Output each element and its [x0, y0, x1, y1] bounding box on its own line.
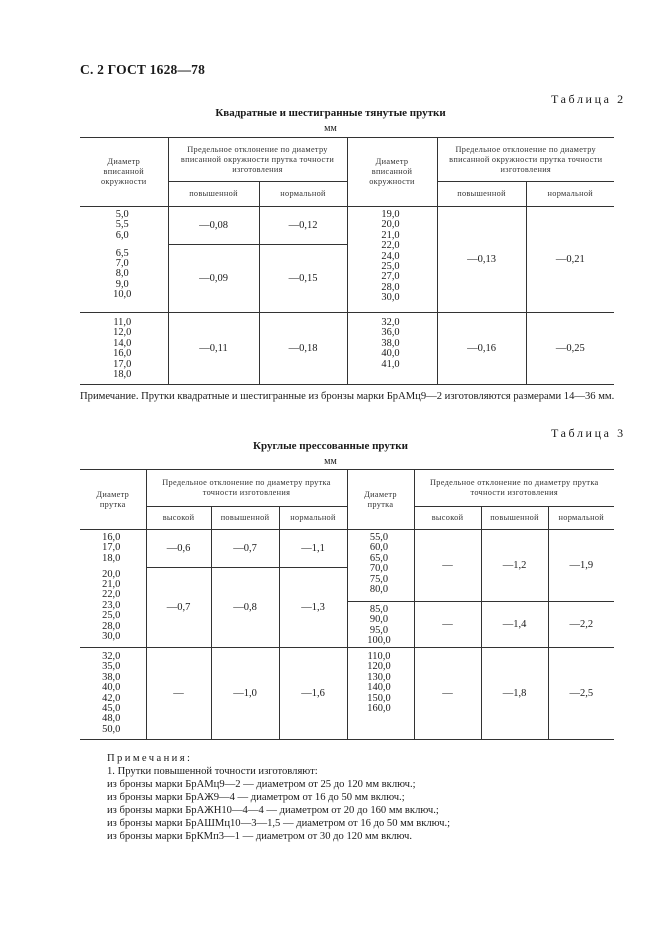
- t3-head-norm-right: нормальной: [548, 507, 614, 530]
- note-line: из бронзы марки БрКМп3—1 — диаметром от 30 до 120 мм включ.: [107, 831, 413, 842]
- t2-norm-g2: —0,15: [259, 245, 347, 313]
- t3-head-top-left: высокой: [146, 507, 211, 530]
- t2-high-g2: —0,09: [168, 245, 259, 313]
- t3-top-r3: —: [414, 648, 481, 740]
- t3-high-l3: —1,0: [211, 648, 279, 740]
- t3-high-r1: —1,2: [481, 530, 548, 602]
- t3-top-l3: —: [146, 648, 211, 740]
- t2-sizes-g4-left: 11,0 12,0 14,0 16,0 17,0 18,0: [80, 313, 168, 385]
- t2-high-g4-left: —0,11: [168, 313, 259, 385]
- t2-norm-g1: —0,12: [259, 207, 347, 245]
- t3-high-l2: —0,8: [211, 568, 279, 648]
- table3: [80, 469, 614, 740]
- table2: [80, 137, 614, 385]
- t3-sizes-r1: 55,0 60,0 65,0 70,0 75,0 80,0: [347, 530, 414, 602]
- t3-norm-r3: —2,5: [548, 648, 614, 740]
- t3-head-norm-left: нормальной: [279, 507, 347, 530]
- t2-high-g3: —0,13: [437, 207, 526, 313]
- t2-norm-g3: —0,21: [555, 254, 585, 265]
- t2-high-g4-right: —0,16: [437, 313, 526, 385]
- t2-norm-g4-right: —0,25: [526, 313, 614, 385]
- note-line: из бронзы марки БрАЖН10—4—4 — диаметром от 20 до 160 мм включ.;: [107, 805, 439, 816]
- t3-top-r2: —: [414, 602, 481, 648]
- t2-head-diam-right: Диаметр вписанной окружности: [347, 138, 437, 207]
- note-line: из бронзы марки БрАШМц10—3—1,5 — диаметром от 16 до 50 мм включ.;: [107, 818, 451, 829]
- t3-norm-r1: —1,9: [548, 530, 614, 602]
- t3-norm-r2: —2,2: [569, 619, 594, 630]
- t3-norm-l2: —1,3: [279, 568, 347, 648]
- t3-norm-l1: —1,1: [279, 530, 347, 568]
- t2-sizes-g1: 5,0 5,5 6,0: [80, 207, 168, 245]
- table2-unit: мм: [324, 123, 337, 134]
- table2-label: Таблица 2: [551, 92, 626, 106]
- t3-high-r3: —1,8: [481, 648, 548, 740]
- t3-top-l1: —0,6: [146, 530, 211, 568]
- table3-label: Таблица 3: [551, 426, 626, 440]
- table3-title: Круглые прессованные прутки: [253, 440, 408, 452]
- t3-high-l1: —0,7: [211, 530, 279, 568]
- note-line: из бронзы марки БрАЖ9—4 — диаметром от 16 до 50 мм включ.;: [107, 792, 405, 803]
- table2-title: Квадратные и шестигранные тянутые прутки: [215, 107, 446, 119]
- t2-head-dev-right: Предельное отклонение по диаметру вписанной окружности прутка точности изготовления: [437, 138, 614, 182]
- t3-sizes-l3: 32,0 35,0 38,0 40,0 42,0 45,0 48,0 50,0: [80, 648, 146, 740]
- note-line: из бронзы марки БрАМц9—2 — диаметром от 25 до 120 мм включ.;: [107, 779, 416, 790]
- t3-head-diam-left: Диаметр прутка: [80, 470, 146, 530]
- t2-head-high-right: повышенной: [437, 182, 526, 207]
- t3-top-l2: —0,7: [146, 568, 211, 648]
- t3-head-high-right: повышенной: [481, 507, 548, 530]
- t3-sizes-r2: 85,0 90,0 95,0 100,0: [347, 602, 414, 648]
- t3-head-dev-right: Предельное отклонение по диаметру прутка точности изготовления: [414, 470, 614, 507]
- t3-head-diam-right: Диаметр прутка: [347, 470, 414, 530]
- t2-head-high-left: повышенной: [168, 182, 259, 207]
- t2-sizes-g3: 19,0 20,0 21,0 22,0 24,0 25,0 27,0 28,0 30,0: [347, 207, 437, 313]
- t3-high-r2: —1,4: [481, 602, 548, 648]
- t2-head-dev-left: Предельное отклонение по диаметру вписанной окружности прутка точности изготовления: [168, 138, 347, 182]
- t2-head-norm-left: нормальной: [259, 182, 347, 207]
- t3-head-top-right: высокой: [414, 507, 481, 530]
- t2-head-diam-left: Диаметр вписанной окружности: [80, 138, 168, 207]
- t3-sizes-l2: 20,0 21,0 22,0 23,0 25,0 28,0 30,0: [80, 568, 146, 648]
- t3-sizes-r3: 110,0 120,0 130,0 140,0 150,0 160,0: [347, 648, 414, 740]
- t3-norm-l3: —1,6: [279, 648, 347, 740]
- page-header: С. 2 ГОСТ 1628—78: [80, 62, 206, 77]
- table3-notes: [107, 752, 450, 843]
- t2-norm-g4-left: —0,18: [259, 313, 347, 385]
- t2-sizes-g4-right: 32,0 36,0 38,0 40,0 41,0: [347, 313, 437, 385]
- note-line: 1. Прутки повышенной точности изготовляют:: [107, 766, 318, 777]
- table2-note: Примечание. Прутки квадратные и шестигранные из бронзы марки БрАМц9—2 изготовляются размерами 14—36 мм.: [80, 391, 615, 402]
- t3-head-high-left: повышенной: [211, 507, 279, 530]
- table3-unit: мм: [324, 456, 337, 467]
- t2-high-g1: —0,08: [168, 207, 259, 245]
- t3-sizes-l1: 16,0 17,0 18,0: [80, 530, 146, 568]
- t3-top-r1: —: [414, 530, 481, 602]
- notes-title: Примечания:: [107, 753, 193, 764]
- t2-head-norm-right: нормальной: [526, 182, 614, 207]
- t2-sizes-g2: 6,5 7,0 8,0 9,0 10,0: [80, 245, 168, 313]
- t3-head-dev-left: Предельное отклонение по диаметру прутка точности изготовления: [146, 470, 347, 507]
